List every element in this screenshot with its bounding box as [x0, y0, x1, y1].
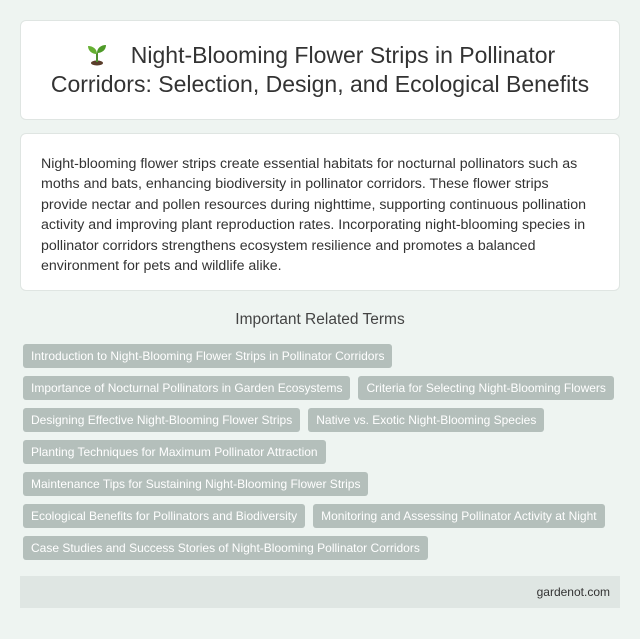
term-tag[interactable]: Introduction to Night-Blooming Flower Strips in Pollinator Corridors	[23, 344, 392, 368]
term-row	[23, 408, 623, 432]
summary-card	[20, 133, 620, 291]
term-row	[23, 376, 623, 400]
page-title	[37, 41, 603, 99]
term-row	[23, 344, 623, 368]
term-row	[23, 472, 623, 496]
term-row	[23, 504, 623, 528]
related-terms-heading: Important Related Terms	[235, 311, 405, 328]
term-row	[23, 536, 623, 560]
related-terms-list	[23, 344, 623, 568]
footer-site-link[interactable]: gardenot.com	[536, 585, 610, 599]
page-title-text: Night-Blooming Flower Strips in Pollinator Corridors: Selection, Design, and Ecological Benefits	[50, 42, 590, 97]
term-tag[interactable]: Monitoring and Assessing Pollinator Activity at Night	[313, 504, 604, 528]
sprout-icon	[85, 42, 109, 66]
term-tag[interactable]: Ecological Benefits for Pollinators and Biodiversity	[23, 504, 305, 528]
term-tag[interactable]: Criteria for Selecting Night-Blooming Flowers	[358, 376, 613, 400]
term-tag[interactable]: Native vs. Exotic Night-Blooming Species	[308, 408, 544, 432]
term-tag[interactable]: Importance of Nocturnal Pollinators in Garden Ecosystems	[23, 376, 350, 400]
footer	[20, 576, 620, 608]
term-tag[interactable]: Designing Effective Night-Blooming Flower Strips	[23, 408, 300, 432]
summary-text: Night-blooming flower strips create essential habitats for nocturnal pollinators such as moths and bats, enhancing biodiversity in pollinator corridors. These flower strips provide nectar and pollen resources during nighttime, supporting continuous pollination activity and improving plant reproduction rates. Incorporating night-blooming species in pollinator corridors strengthens ecosystem resilience and promotes a balanced environment for pets and wildlife alike.	[41, 156, 586, 275]
term-tag[interactable]: Maintenance Tips for Sustaining Night-Blooming Flower Strips	[23, 472, 368, 496]
term-row	[23, 440, 623, 464]
title-card	[20, 20, 620, 120]
term-tag[interactable]: Planting Techniques for Maximum Pollinator Attraction	[23, 440, 326, 464]
term-tag[interactable]: Case Studies and Success Stories of Night-Blooming Pollinator Corridors	[23, 536, 428, 560]
